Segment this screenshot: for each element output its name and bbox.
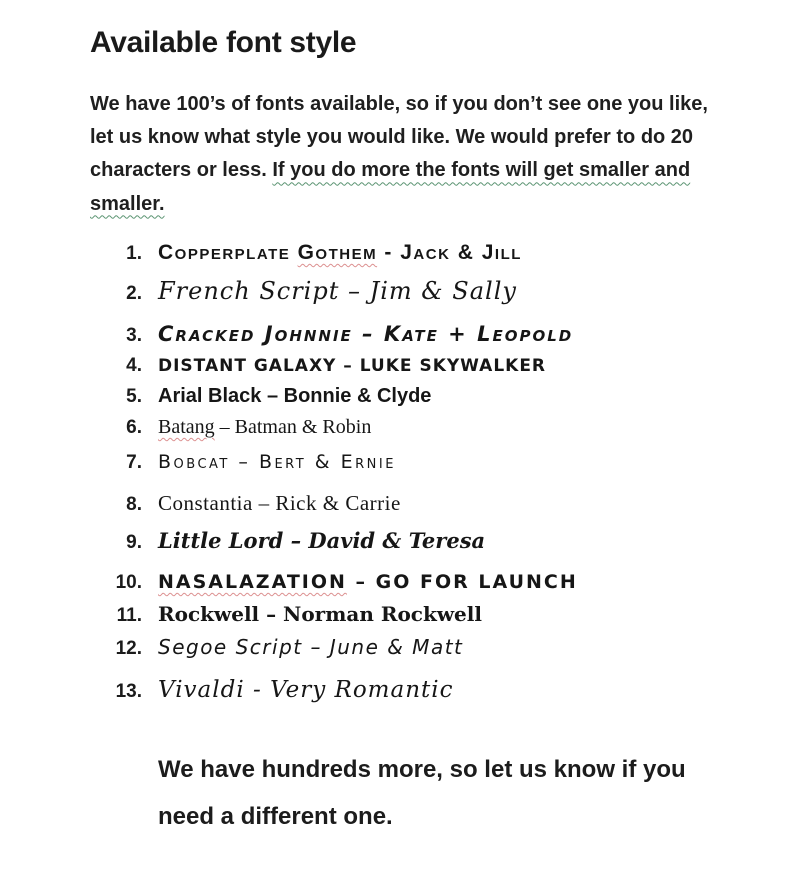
font-sample-text: [158, 356, 546, 376]
sample-segment: Copperplate: [158, 240, 298, 264]
font-list: [90, 241, 711, 703]
font-list-item-vivaldi: [102, 677, 711, 703]
font-list-item-batang: [102, 416, 711, 439]
page-title: Available font style: [90, 26, 357, 59]
font-list-item-distant-galaxy: [102, 355, 711, 377]
misspelled-word: NASALAZATION: [158, 570, 347, 593]
intro-text: We have 100’s of fonts available, so if you don’t see one you like, let us know what style you would like. We would prefer to do 20 characters or less.: [90, 93, 708, 182]
font-sample-text: [158, 491, 401, 516]
font-sample-text: [158, 322, 573, 346]
list-number: 12.: [115, 637, 142, 659]
sample-segment: – Batman & Robin: [214, 415, 372, 438]
font-list-item-french-script: [102, 277, 711, 305]
list-number: 5.: [126, 385, 142, 407]
font-sample-text: [158, 385, 431, 408]
font-list-item-little-lord: [102, 528, 711, 554]
font-sample-text: [158, 277, 517, 305]
list-number: 1.: [126, 242, 142, 264]
sample-segment: Arial Black – Bonnie & Clyde: [158, 384, 432, 407]
sample-segment: Rockwell – Norman Rockwell: [158, 601, 482, 626]
sample-segment: Constantia – Rick & Carrie: [158, 490, 401, 515]
list-number: 11.: [116, 604, 142, 626]
list-number: 2.: [126, 282, 142, 304]
sample-segment: - Jack & Jill: [377, 240, 522, 264]
list-number: 7.: [126, 451, 142, 473]
intro-paragraph: [90, 88, 711, 221]
sample-segment: Segoe Script – June & Matt: [158, 634, 464, 659]
font-list-item-segoe-script: [102, 635, 711, 660]
font-sample-text: [158, 451, 396, 473]
list-number: 3.: [126, 324, 142, 346]
font-sample-text: [158, 677, 454, 703]
sample-segment: Vivaldi - Very Romantic: [158, 676, 454, 703]
sample-segment: Cracked Johnnie – Kate + Leopold: [158, 321, 574, 346]
list-number: 10.: [115, 571, 142, 593]
sample-segment: French Script – Jim & Sally: [158, 276, 517, 305]
font-sample-text: [158, 602, 482, 626]
sample-segment: – GO FOR LAUNCH: [346, 570, 578, 593]
font-list-item-arial-black: [102, 385, 711, 408]
font-list-item-rockwell: [102, 602, 711, 627]
list-number: 8.: [126, 493, 142, 515]
font-sample-text: [158, 528, 485, 553]
list-number: 4.: [126, 354, 142, 376]
font-list-item-nasalazation: [102, 571, 711, 594]
font-sample-text: [158, 571, 578, 593]
font-list-item-constantia: [102, 491, 711, 516]
list-number: 6.: [126, 416, 142, 438]
misspelled-word: Batang: [158, 415, 215, 438]
font-sample-text: [158, 416, 371, 439]
font-list-item-copperplate: [102, 241, 711, 265]
list-number: 9.: [126, 531, 142, 553]
closing-paragraph: We have hundreds more, so let us know if you need a different one.: [158, 755, 686, 830]
list-number: 13.: [115, 680, 142, 702]
font-sample-text: [158, 635, 463, 659]
font-list-item-cracked-johnnie: [102, 322, 711, 347]
sample-segment: Bobcat – Bert & Ernie: [158, 450, 396, 473]
sample-segment: Little Lord – David & Teresa: [158, 527, 486, 553]
sample-segment: DISTANT GALAXY – LUKE SKYWALKER: [158, 355, 547, 376]
font-sample-text: [158, 241, 522, 265]
font-list-item-bobcat: [102, 451, 711, 474]
misspelled-word: Gothem: [297, 240, 378, 264]
grammar-flagged-text: If you do more the fonts will get smaller and smaller.: [90, 159, 691, 215]
